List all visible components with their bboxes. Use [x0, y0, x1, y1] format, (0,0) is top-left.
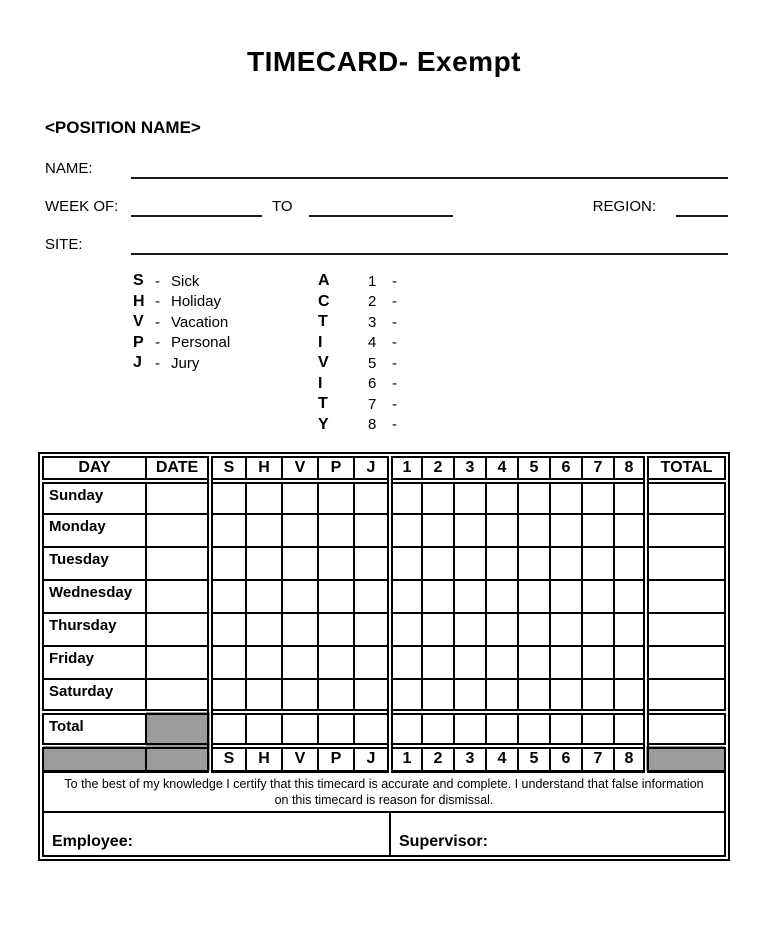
code-dash: -	[155, 272, 160, 290]
code-label: Sick	[171, 272, 200, 290]
activity-row	[318, 292, 397, 313]
entry-cell[interactable]	[354, 712, 390, 746]
entry-cell[interactable]	[518, 580, 550, 613]
activity-number: 8	[368, 416, 377, 434]
entry-cell[interactable]	[518, 547, 550, 580]
total-row-label: Total	[43, 712, 146, 746]
legend-codes	[133, 271, 318, 435]
entry-cell[interactable]	[582, 613, 614, 646]
entry-cell[interactable]	[282, 646, 318, 679]
table-row	[43, 580, 725, 613]
code-letter: P	[133, 333, 144, 351]
entry-cell[interactable]	[282, 547, 318, 580]
table-row	[43, 514, 725, 547]
header-4: 4	[486, 457, 518, 481]
activity-dash: -	[392, 354, 397, 372]
activity-number: 2	[368, 293, 377, 311]
supervisor-label: Supervisor:	[399, 833, 488, 850]
activity-row	[318, 312, 397, 333]
entry-cell[interactable]	[390, 580, 422, 613]
entry-cell[interactable]	[318, 481, 354, 514]
code-letter: V	[133, 313, 144, 331]
activity-dash: -	[392, 375, 397, 393]
header-s: S	[210, 457, 246, 481]
entry-cell[interactable]	[210, 679, 246, 712]
grand-total-cell[interactable]	[646, 712, 725, 746]
code-dash: -	[155, 354, 160, 372]
blocked-cell	[646, 746, 725, 771]
entry-cell[interactable]	[614, 646, 646, 679]
entry-cell[interactable]	[318, 646, 354, 679]
page-title: TIMECARD- Exempt	[246, 46, 521, 77]
employee-label: Employee:	[52, 833, 133, 850]
table-row	[43, 547, 725, 580]
entry-cell[interactable]	[518, 646, 550, 679]
form-fields	[45, 156, 728, 255]
entry-cell[interactable]	[354, 547, 390, 580]
total-cell[interactable]	[646, 514, 725, 547]
activity-letter: I	[318, 374, 323, 392]
day-label: Tuesday	[43, 547, 146, 580]
entry-cell[interactable]	[518, 514, 550, 547]
entry-cell[interactable]	[486, 514, 518, 547]
repeat-header-7: 7	[582, 746, 614, 771]
activity-dash: -	[392, 395, 397, 413]
entry-cell[interactable]	[550, 580, 582, 613]
entry-cell[interactable]	[390, 646, 422, 679]
entry-cell[interactable]	[210, 514, 246, 547]
header-date: DATE	[146, 457, 210, 481]
activity-row	[318, 271, 397, 292]
entry-cell[interactable]	[550, 679, 582, 712]
activity-dash: -	[392, 313, 397, 331]
table-row	[43, 646, 725, 679]
header-p: P	[318, 457, 354, 481]
header-j: J	[354, 457, 390, 481]
entry-cell[interactable]	[318, 514, 354, 547]
entry-cell[interactable]	[282, 580, 318, 613]
code-letter: S	[133, 272, 144, 290]
entry-cell[interactable]	[550, 514, 582, 547]
entry-cell[interactable]	[246, 613, 282, 646]
entry-cell[interactable]	[454, 481, 486, 514]
total-cell[interactable]	[646, 646, 725, 679]
entry-cell[interactable]	[614, 580, 646, 613]
site-row	[45, 232, 728, 255]
date-cell[interactable]	[146, 580, 210, 613]
legend-code-row	[133, 312, 318, 333]
entry-cell[interactable]	[486, 646, 518, 679]
legend	[133, 271, 768, 435]
supervisor-signature-cell[interactable]	[390, 812, 725, 856]
to-label: TO	[272, 198, 293, 215]
entry-cell[interactable]	[390, 514, 422, 547]
repeat-header-s: S	[210, 746, 246, 771]
entry-cell[interactable]	[354, 679, 390, 712]
timecard-table	[42, 456, 726, 857]
entry-cell[interactable]	[282, 481, 318, 514]
entry-cell[interactable]	[318, 679, 354, 712]
code-label: Holiday	[171, 293, 222, 311]
activity-letter: I	[318, 333, 323, 351]
entry-cell[interactable]	[246, 481, 282, 514]
code-letter: H	[133, 292, 145, 310]
entry-cell[interactable]	[318, 613, 354, 646]
header-3: 3	[454, 457, 486, 481]
activity-row	[318, 394, 397, 415]
activity-row	[318, 415, 397, 436]
entry-cell[interactable]	[354, 481, 390, 514]
entry-cell[interactable]	[422, 514, 454, 547]
header-total: TOTAL	[646, 457, 725, 481]
certification-text: To the best of my knowledge I certify that this timecard is accurate and complete. I understand that false information on this timecard is reason for dismissal.	[43, 771, 725, 812]
employee-signature-cell[interactable]	[43, 812, 390, 856]
entry-cell[interactable]	[210, 646, 246, 679]
code-dash: -	[155, 293, 160, 311]
repeat-header-2: 2	[422, 746, 454, 771]
header-5: 5	[518, 457, 550, 481]
entry-cell[interactable]	[422, 613, 454, 646]
entry-cell[interactable]	[390, 613, 422, 646]
activity-letter: A	[318, 272, 330, 290]
entry-cell[interactable]	[246, 712, 282, 746]
repeat-header-3: 3	[454, 746, 486, 771]
entry-cell[interactable]	[246, 514, 282, 547]
site-input-line[interactable]	[131, 237, 728, 255]
repeat-header-j: J	[354, 746, 390, 771]
entry-cell[interactable]	[210, 613, 246, 646]
entry-cell[interactable]	[454, 514, 486, 547]
entry-cell[interactable]	[210, 547, 246, 580]
header-8: 8	[614, 457, 646, 481]
activity-dash: -	[392, 293, 397, 311]
activity-letter: T	[318, 395, 328, 413]
entry-cell[interactable]	[454, 613, 486, 646]
repeat-header-6: 6	[550, 746, 582, 771]
entry-cell[interactable]	[582, 580, 614, 613]
entry-cell[interactable]	[210, 712, 246, 746]
entry-cell[interactable]	[246, 679, 282, 712]
blocked-cell	[146, 746, 210, 771]
entry-cell[interactable]	[614, 481, 646, 514]
entry-cell[interactable]	[614, 514, 646, 547]
repeat-header-8: 8	[614, 746, 646, 771]
entry-cell[interactable]	[390, 547, 422, 580]
total-cell[interactable]	[646, 679, 725, 712]
repeat-header-row	[43, 746, 725, 771]
code-label: Personal	[171, 334, 231, 352]
date-cell[interactable]	[146, 679, 210, 712]
entry-cell[interactable]	[246, 646, 282, 679]
signature-row	[43, 812, 725, 856]
day-label: Monday	[43, 514, 146, 547]
region-input-line[interactable]	[676, 199, 728, 217]
entry-cell[interactable]	[454, 547, 486, 580]
entry-cell[interactable]	[486, 679, 518, 712]
legend-code-row	[133, 271, 318, 292]
entry-cell[interactable]	[486, 580, 518, 613]
entry-cell[interactable]	[210, 580, 246, 613]
activity-number: 4	[368, 334, 377, 352]
entry-cell[interactable]	[354, 613, 390, 646]
repeat-header-4: 4	[486, 746, 518, 771]
date-cell[interactable]	[146, 646, 210, 679]
code-letter: J	[133, 354, 142, 372]
week-of-label: WEEK OF:	[45, 198, 119, 215]
entry-cell[interactable]	[614, 712, 646, 746]
repeat-header-5: 5	[518, 746, 550, 771]
entry-cell[interactable]	[390, 481, 422, 514]
table-header-row	[43, 457, 725, 481]
region-label: REGION:	[592, 198, 656, 215]
header-day: DAY	[43, 457, 146, 481]
entry-cell[interactable]	[354, 646, 390, 679]
activity-number: 3	[368, 313, 377, 331]
entry-cell[interactable]	[582, 481, 614, 514]
entry-cell[interactable]	[318, 712, 354, 746]
header-2: 2	[422, 457, 454, 481]
entry-cell[interactable]	[422, 580, 454, 613]
entry-cell[interactable]	[318, 547, 354, 580]
legend-activity	[318, 271, 397, 435]
activity-letter: V	[318, 354, 329, 372]
entry-cell[interactable]	[582, 646, 614, 679]
activity-letter: T	[318, 313, 328, 331]
day-label: Friday	[43, 646, 146, 679]
entry-cell[interactable]	[454, 646, 486, 679]
entry-cell[interactable]	[550, 712, 582, 746]
date-cell[interactable]	[146, 481, 210, 514]
entry-cell[interactable]	[582, 712, 614, 746]
week-start-input-line[interactable]	[131, 199, 262, 217]
total-cell[interactable]	[646, 613, 725, 646]
name-row	[45, 156, 728, 179]
position-name-placeholder: <POSITION NAME>	[45, 118, 201, 137]
table-row	[43, 613, 725, 646]
date-cell[interactable]	[146, 547, 210, 580]
entry-cell[interactable]	[246, 580, 282, 613]
entry-cell[interactable]	[390, 712, 422, 746]
legend-code-row	[133, 333, 318, 354]
entry-cell[interactable]	[550, 481, 582, 514]
entry-cell[interactable]	[282, 679, 318, 712]
entry-cell[interactable]	[486, 712, 518, 746]
entry-cell[interactable]	[422, 547, 454, 580]
site-label: SITE:	[45, 236, 83, 253]
entry-cell[interactable]	[282, 514, 318, 547]
entry-cell[interactable]	[550, 646, 582, 679]
blocked-cell	[146, 712, 210, 746]
entry-cell[interactable]	[454, 679, 486, 712]
name-input-line[interactable]	[131, 161, 728, 179]
date-cell[interactable]	[146, 514, 210, 547]
name-label: NAME:	[45, 160, 93, 177]
header-h: H	[246, 457, 282, 481]
activity-row	[318, 374, 397, 395]
entry-cell[interactable]	[582, 679, 614, 712]
timecard-table-wrapper	[38, 452, 730, 861]
entry-cell[interactable]	[486, 613, 518, 646]
entry-cell[interactable]	[422, 712, 454, 746]
entry-cell[interactable]	[486, 481, 518, 514]
activity-number: 5	[368, 354, 377, 372]
entry-cell[interactable]	[390, 679, 422, 712]
entry-cell[interactable]	[282, 613, 318, 646]
week-of-row	[45, 194, 728, 217]
activity-row	[318, 333, 397, 354]
header-7: 7	[582, 457, 614, 481]
entry-cell[interactable]	[282, 712, 318, 746]
entry-cell[interactable]	[246, 547, 282, 580]
total-cell[interactable]	[646, 580, 725, 613]
entry-cell[interactable]	[454, 580, 486, 613]
entry-cell[interactable]	[354, 580, 390, 613]
blocked-cell	[43, 746, 146, 771]
date-cell[interactable]	[146, 613, 210, 646]
day-label: Thursday	[43, 613, 146, 646]
entry-cell[interactable]	[518, 712, 550, 746]
repeat-header-p: P	[318, 746, 354, 771]
total-cell[interactable]	[646, 547, 725, 580]
code-dash: -	[155, 334, 160, 352]
total-cell[interactable]	[646, 481, 725, 514]
entry-cell[interactable]	[454, 712, 486, 746]
header-v: V	[282, 457, 318, 481]
entry-cell[interactable]	[582, 547, 614, 580]
code-label: Jury	[171, 354, 200, 372]
table-row	[43, 481, 725, 514]
table-row	[43, 679, 725, 712]
activity-letter: C	[318, 292, 330, 310]
repeat-header-h: H	[246, 746, 282, 771]
entry-cell[interactable]	[550, 547, 582, 580]
entry-cell[interactable]	[550, 613, 582, 646]
entry-cell[interactable]	[422, 481, 454, 514]
total-row	[43, 712, 725, 746]
repeat-header-1: 1	[390, 746, 422, 771]
activity-row	[318, 353, 397, 374]
certification-row	[43, 771, 725, 812]
activity-number: 1	[368, 272, 377, 290]
legend-code-row	[133, 353, 318, 374]
entry-cell[interactable]	[318, 580, 354, 613]
header-1: 1	[390, 457, 422, 481]
repeat-header-v: V	[282, 746, 318, 771]
entry-cell[interactable]	[486, 547, 518, 580]
entry-cell[interactable]	[518, 679, 550, 712]
day-label: Sunday	[43, 481, 146, 514]
week-end-input-line[interactable]	[309, 199, 453, 217]
entry-cell[interactable]	[582, 514, 614, 547]
activity-dash: -	[392, 416, 397, 434]
activity-dash: -	[392, 272, 397, 290]
activity-number: 6	[368, 375, 377, 393]
code-dash: -	[155, 313, 160, 331]
code-label: Vacation	[171, 313, 229, 331]
entry-cell[interactable]	[614, 679, 646, 712]
entry-cell[interactable]	[354, 514, 390, 547]
entry-cell[interactable]	[210, 481, 246, 514]
legend-code-row	[133, 292, 318, 313]
header-6: 6	[550, 457, 582, 481]
activity-number: 7	[368, 395, 377, 413]
entry-cell[interactable]	[518, 481, 550, 514]
entry-cell[interactable]	[422, 679, 454, 712]
activity-dash: -	[392, 334, 397, 352]
day-label: Wednesday	[43, 580, 146, 613]
day-label: Saturday	[43, 679, 146, 712]
entry-cell[interactable]	[614, 547, 646, 580]
entry-cell[interactable]	[614, 613, 646, 646]
activity-letter: Y	[318, 415, 329, 433]
entry-cell[interactable]	[422, 646, 454, 679]
entry-cell[interactable]	[518, 613, 550, 646]
